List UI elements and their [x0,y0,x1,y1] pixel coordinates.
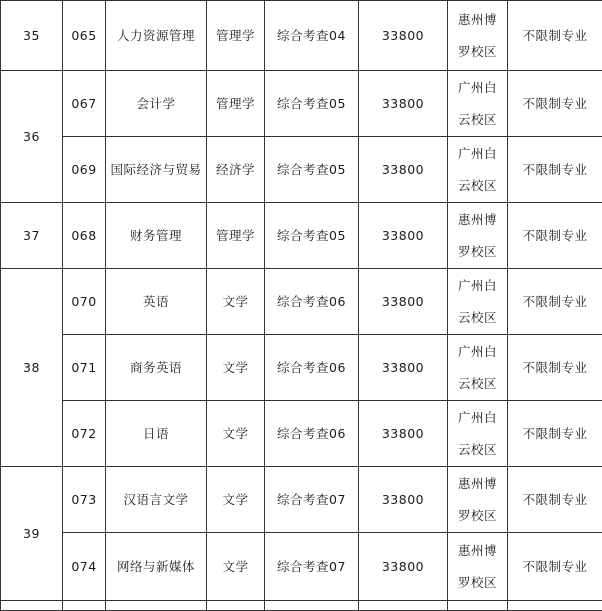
code-cell: 074 [63,533,106,601]
major-cell: 商务英语 [106,335,207,401]
major-cell: 网络与新媒体 [106,533,207,601]
code-cell: 065 [63,1,106,71]
campus-cell: 广州白云校区 [448,71,508,137]
code-cell: 067 [63,71,106,137]
campus-cell: 惠州博罗校区 [448,533,508,601]
category-cell: 文学 [207,533,265,601]
major-cell: 人力资源管理 [106,1,207,71]
table-row [1,137,602,203]
tuition-fee-cell: 33800 [359,137,448,203]
exam-subject-cell: 综合考查06 [265,269,359,335]
table-row-partial [1,601,602,611]
campus-cell: 广州白云校区 [448,137,508,203]
tuition-fee-cell: 33800 [359,401,448,467]
tuition-fee-cell: 33800 [359,467,448,533]
table-row [1,467,602,533]
campus-cell: 广州白云校区 [448,269,508,335]
sequence-cell: 37 [1,203,63,269]
code-cell: 071 [63,335,106,401]
exam-subject-cell: 综合考查04 [265,1,359,71]
exam-subject-cell: 综合考查05 [265,137,359,203]
category-cell: 管理学 [207,1,265,71]
sequence-cell: 39 [1,467,63,601]
empty-cell [265,601,359,611]
major-limit-cell: 不限制专业 [508,137,602,203]
major-cell: 国际经济与贸易 [106,137,207,203]
category-cell: 经济学 [207,137,265,203]
category-cell: 文学 [207,467,265,533]
category-cell: 文学 [207,335,265,401]
table-row [1,71,602,137]
category-cell: 文学 [207,269,265,335]
sequence-cell: 35 [1,1,63,71]
code-cell: 070 [63,269,106,335]
sequence-cell: 38 [1,269,63,467]
code-cell: 072 [63,401,106,467]
empty-cell [63,601,106,611]
table-body [1,1,602,611]
tuition-fee-cell: 33800 [359,203,448,269]
tuition-fee-cell: 33800 [359,71,448,137]
major-cell: 汉语言文学 [106,467,207,533]
code-cell: 068 [63,203,106,269]
empty-cell [508,601,602,611]
code-cell: 073 [63,467,106,533]
campus-cell: 惠州博罗校区 [448,467,508,533]
major-cell: 日语 [106,401,207,467]
table-row [1,335,602,401]
table-row [1,1,602,71]
exam-subject-cell: 综合考查06 [265,401,359,467]
campus-cell: 广州白云校区 [448,335,508,401]
code-cell: 069 [63,137,106,203]
exam-subject-cell: 综合考查07 [265,467,359,533]
table-row [1,401,602,467]
major-cell: 会计学 [106,71,207,137]
major-cell: 英语 [106,269,207,335]
empty-cell [207,601,265,611]
category-cell: 文学 [207,401,265,467]
campus-cell: 广州白云校区 [448,401,508,467]
tuition-fee-cell: 33800 [359,1,448,71]
major-limit-cell: 不限制专业 [508,335,602,401]
tuition-fee-cell: 33800 [359,269,448,335]
major-cell: 财务管理 [106,203,207,269]
campus-cell: 惠州博罗校区 [448,203,508,269]
exam-subject-cell: 综合考查05 [265,71,359,137]
major-limit-cell: 不限制专业 [508,71,602,137]
major-limit-cell: 不限制专业 [508,533,602,601]
major-limit-cell: 不限制专业 [508,467,602,533]
table-row [1,269,602,335]
empty-cell [359,601,448,611]
tuition-fee-cell: 33800 [359,533,448,601]
major-limit-cell: 不限制专业 [508,269,602,335]
tuition-fee-cell: 33800 [359,335,448,401]
category-cell: 管理学 [207,71,265,137]
empty-cell [448,601,508,611]
table-row [1,203,602,269]
major-limit-cell: 不限制专业 [508,1,602,71]
empty-cell [106,601,207,611]
exam-subject-cell: 综合考查06 [265,335,359,401]
exam-subject-cell: 综合考查07 [265,533,359,601]
table-row [1,533,602,601]
category-cell: 管理学 [207,203,265,269]
campus-cell: 惠州博罗校区 [448,1,508,71]
major-limit-cell: 不限制专业 [508,203,602,269]
empty-cell [1,601,63,611]
exam-subject-cell: 综合考查05 [265,203,359,269]
major-limit-cell: 不限制专业 [508,401,602,467]
sequence-cell: 36 [1,71,63,203]
